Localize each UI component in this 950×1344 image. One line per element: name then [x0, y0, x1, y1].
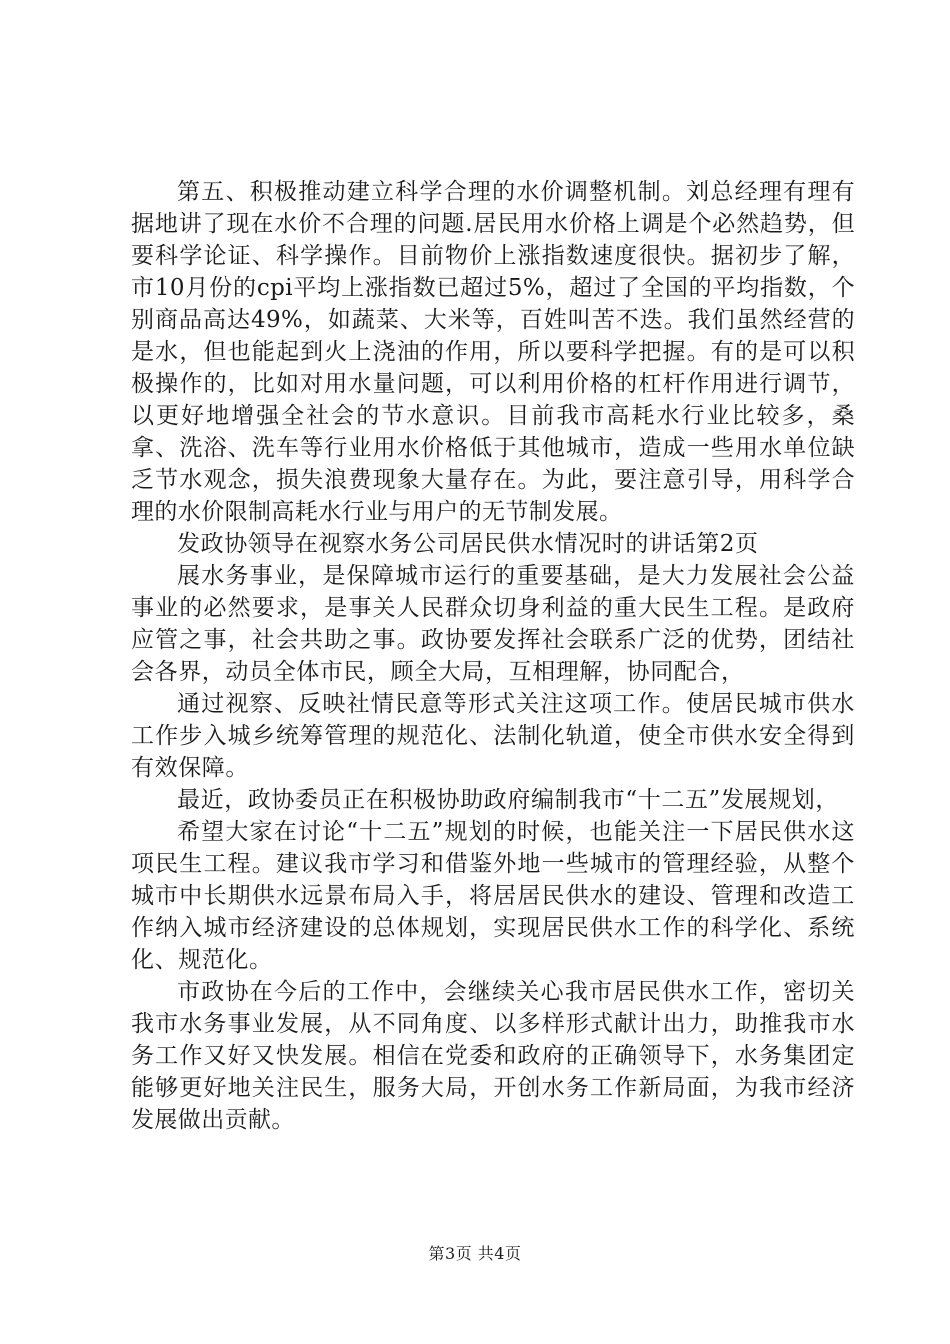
paragraph-water-affairs: 展水务事业，是保障城市运行的重要基础，是大力发展社会公益事业的必然要求，是事关人民群众切身利益的重大民生工程。是政府应管之事，社会共助之事。政协要发挥社会联系广泛的优势，团结社会各界，动员全体市民，顾全大局，互相理解，协同配合， [131, 563, 855, 685]
paragraph-inspection: 通过视察、反映社情民意等形式关注这项工作。使居民城市供水工作步入城乡统筹管理的规范化、法制化轨道，使全市供水安全得到有效保障。 [131, 691, 855, 781]
page-number-footer: 第3页 共4页 [428, 1244, 522, 1263]
paragraph-conclusion: 市政协在今后的工作中，会继续关心我市居民供水工作，密切关我市水务事业发展，从不同角度、以多样形式献计出力，助推我市水务工作又好又快发展。相信在党委和政府的正确领导下，水务集团定能够更好地关注民生，服务大局，开创水务工作新局面，为我市经济发展做出贡献。 [131, 979, 855, 1133]
document-body [131, 176, 855, 1136]
paragraph-speech-title: 发政协领导在视察水务公司居民供水情况时的讲话第2页 [177, 531, 759, 557]
paragraph-suggestion: 希望大家在讨论“十二五”规划的时候，也能关注一下居民供水这项民生工程。建议我市学习和借鉴外地一些城市的管理经验，从整个城市中长期供水远景布局入手，将居居民供水的建设、管理和改造工作纳入城市经济建设的总体规划，实现居民供水工作的科学化、系统化、规范化。 [131, 819, 855, 973]
paragraph-five-year-plan: 最近，政协委员正在积极协助政府编制我市“十二五”发展规划， [177, 787, 839, 813]
paragraph-water-price: 第五、积极推动建立科学合理的水价调整机制。刘总经理有理有据地讲了现在水价不合理的问题.居民用水价格上调是个必然趋势，但要科学论证、科学操作。目前物价上涨指数速度很快。据初步了解，市10月份的cpi平均上涨指数已超过5%，超过了全国的平均指数，个别商品高达49%，如蔬菜、大米等，百姓叫苦不迭。我们虽然经营的是水，但也能起到火上浇油的作用，所以要科学把握。有的是可以积极操作的，比如对用水量问题，可以利用价格的杠杆作用进行调节，以更好地增强全社会的节水意识。目前我市高耗水行业比较多，桑拿、洗浴、洗车等行业用水价格低于其他城市，造成一些用水单位缺乏节水观念，损失浪费现象大量存在。为此，要注意引导，用科学合理的水价限制高耗水行业与用户的无节制发展。 [131, 179, 855, 525]
